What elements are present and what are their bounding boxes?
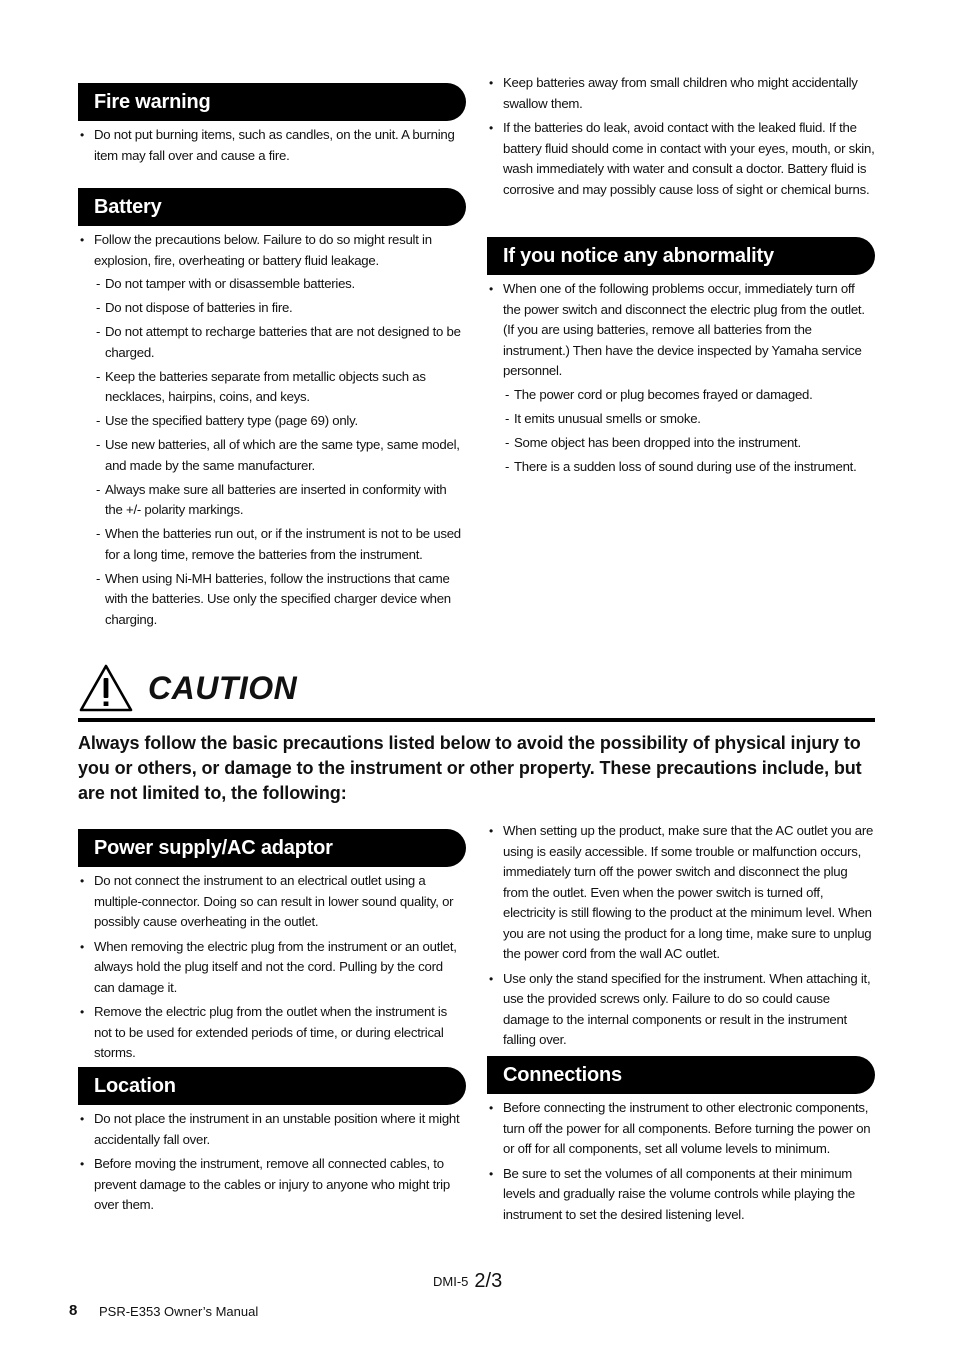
abnormality-intro-item <box>487 279 875 477</box>
connections-item: • Before connecting the instrument to other electronic components, turn off the power for all components. Before turning the power on or off for all components, set all volume levels to minimum. <box>487 1098 875 1160</box>
battery-sublist <box>94 274 466 630</box>
power-more-list <box>487 821 875 1051</box>
battery-subitem: - Use new batteries, all of which are the same type, same model, and made by the same manufacturer. <box>94 435 466 476</box>
battery-subitem: - Do not attempt to recharge batteries that are not designed to be charged. <box>94 322 466 363</box>
battery-subitem: - When using Ni-MH batteries, follow the instructions that came with the batteries. Use only the specified charger device when charging. <box>94 569 466 631</box>
fire-warning-heading: Fire warning <box>78 83 466 121</box>
abnormality-list <box>487 279 875 477</box>
battery-list <box>78 230 466 630</box>
abnormality-section <box>487 237 875 481</box>
location-item: • Do not place the instrument in an unstable position where it might accidentally fall over. <box>78 1109 466 1150</box>
abnormality-heading: If you notice any abnormality <box>487 237 875 275</box>
battery-more-item: • Keep batteries away from small children who might accidentally swallow them. <box>487 73 875 114</box>
battery-subitem: - Always make sure all batteries are inserted in conformity with the +/- polarity markings. <box>94 480 466 521</box>
battery-heading: Battery <box>78 188 466 226</box>
abnormality-subitem: - There is a sudden loss of sound during use of the instrument. <box>503 457 875 478</box>
power-heading: Power supply/AC adaptor <box>78 829 466 867</box>
location-list <box>78 1109 466 1216</box>
connections-list <box>487 1098 875 1225</box>
power-more-item: • When setting up the product, make sure that the AC outlet you are using is easily accessible. If some trouble or malfunction occurs, immediately turn off the power switch and disconnect the plug from the outlet. Even when the power switch is turned off, electricity is still flowing to the product at the minimum level. When you are not using the product for a long time, make sure to unplug the power cord from the wall AC outlet. <box>487 821 875 965</box>
power-list <box>78 871 466 1064</box>
connections-item: • Be sure to set the volumes of all components at their minimum levels and gradually raise the volume controls while playing the instrument to set the desired listening level. <box>487 1164 875 1226</box>
abnormality-subitem: - The power cord or plug becomes frayed or damaged. <box>503 385 875 406</box>
connections-section <box>487 1056 875 1229</box>
fire-warning-item: • Do not put burning items, such as candles, on the unit. A burning item may fall over and cause a fire. <box>78 125 466 166</box>
abnormality-subitem: - It emits unusual smells or smoke. <box>503 409 875 430</box>
caution-divider <box>78 718 875 722</box>
fire-warning-section <box>78 83 466 170</box>
battery-subitem: - Keep the batteries separate from metallic objects such as necklaces, hairpins, coins, and keys. <box>94 367 466 408</box>
power-item: • When removing the electric plug from the instrument or an outlet, always hold the plug itself and not the cord. Pulling by the cord can damage it. <box>78 937 466 999</box>
location-heading: Location <box>78 1067 466 1105</box>
manual-title: PSR-E353 Owner’s Manual <box>99 1304 259 1319</box>
battery-section <box>78 188 466 634</box>
battery-intro-text: Follow the precautions below. Failure to do so might result in explosion, fire, overheating or battery fluid leakage. <box>94 232 432 268</box>
power-continued <box>487 821 875 1055</box>
abnormality-intro-text: When one of the following problems occur, immediately turn off the power switch and disconnect the electric plug from the outlet. (If you are using batteries, remove all batteries from the instrument.) Then have the device inspected by Yamaha service personnel. <box>503 281 865 378</box>
warning-triangle-icon <box>78 663 134 713</box>
document-page-fraction: 2/3 <box>474 1270 503 1292</box>
page-number: 8 <box>69 1302 78 1319</box>
location-item: • Before moving the instrument, remove all connected cables, to prevent damage to the cables or injury to anyone who might trip over them. <box>78 1154 466 1216</box>
power-more-item: • Use only the stand specified for the instrument. When attaching it, use the provided screws only. Failure to do so could cause damage to the internal components or result in the instrument falling over. <box>487 969 875 1051</box>
battery-subitem: - When the batteries run out, or if the instrument is not to be used for a long time, remove the batteries from the instrument. <box>94 524 466 565</box>
power-section <box>78 829 466 1068</box>
battery-more-item: • If the batteries do leak, avoid contact with the leaked fluid. If the battery fluid should come in contact with your eyes, mouth, or skin, wash immediately with water and consult a doctor. Battery fluid is corrosive and may possibly cause loss of sight or chemical burns. <box>487 118 875 200</box>
battery-more-list <box>487 73 875 200</box>
connections-heading: Connections <box>487 1056 875 1094</box>
power-item: • Remove the electric plug from the outlet when the instrument is not to be used for extended periods of time, or during electrical storms. <box>78 1002 466 1064</box>
battery-intro-item <box>78 230 466 630</box>
power-item: • Do not connect the instrument to an electrical outlet using a multiple-connector. Doing so can result in lower sound quality, or possibly cause overheating in the outlet. <box>78 871 466 933</box>
location-section <box>78 1067 466 1220</box>
caution-heading: CAUTION <box>148 669 298 706</box>
battery-subitem: - Do not tamper with or disassemble batteries. <box>94 274 466 295</box>
battery-subitem: - Use the specified battery type (page 69) only. <box>94 411 466 432</box>
battery-subitem: - Do not dispose of batteries in fire. <box>94 298 466 319</box>
document-code <box>433 1269 502 1292</box>
caution-title-row <box>78 660 875 716</box>
battery-continued <box>487 73 875 204</box>
abnormality-subitem: - Some object has been dropped into the instrument. <box>503 433 875 454</box>
caution-intro: Always follow the basic precautions listed below to avoid the possibility of physical injury to you or others, or damage to the instrument or other property. These precautions include, but are not limited to, the following: <box>78 733 862 803</box>
document-code-label: DMI-5 <box>433 1274 469 1289</box>
abnormality-sublist <box>503 385 875 478</box>
fire-warning-list <box>78 125 466 166</box>
caution-banner <box>78 660 875 806</box>
